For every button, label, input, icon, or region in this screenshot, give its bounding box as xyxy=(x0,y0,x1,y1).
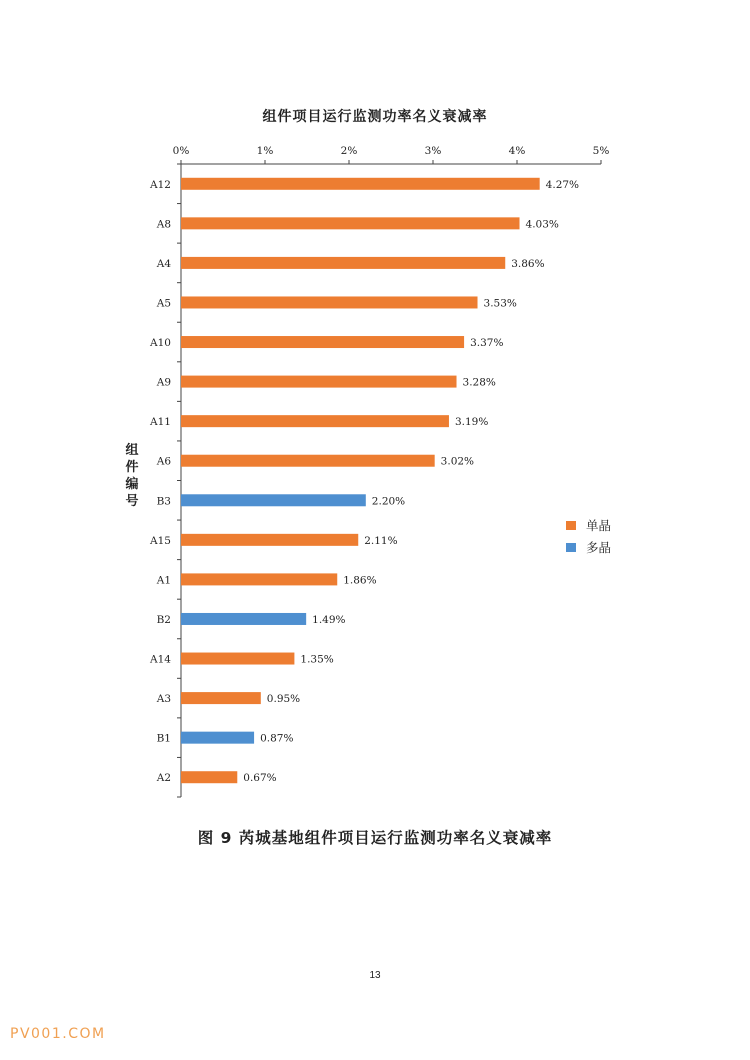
watermark: PV001.COM xyxy=(10,1026,106,1042)
bar xyxy=(181,455,435,467)
data-label: 1.35% xyxy=(300,653,334,666)
bar xyxy=(181,692,261,704)
data-label: 1.86% xyxy=(343,574,377,587)
bar xyxy=(181,415,449,427)
y-tick-label: B2 xyxy=(156,613,171,626)
data-label: 1.49% xyxy=(312,613,346,626)
y-tick-label: B3 xyxy=(156,495,171,508)
data-label: 0.87% xyxy=(260,732,294,745)
y-tick-label: A9 xyxy=(156,376,171,389)
data-label: 0.95% xyxy=(266,693,301,706)
y-tick-label: A11 xyxy=(150,416,171,429)
y-tick-label: A4 xyxy=(156,257,171,270)
bar xyxy=(181,336,464,348)
legend-item-mono xyxy=(566,514,611,536)
data-label: 0.67% xyxy=(243,772,277,785)
y-tick-label: A6 xyxy=(156,455,171,468)
x-tick-label: 0% xyxy=(172,145,190,157)
bar xyxy=(181,613,306,625)
bar xyxy=(181,376,457,388)
data-label: 3.86% xyxy=(511,257,545,270)
page-number: 13 xyxy=(369,970,381,981)
legend-swatch-mono xyxy=(566,521,576,530)
bar xyxy=(181,573,337,585)
legend-swatch-poly xyxy=(566,543,576,552)
y-tick-label: A8 xyxy=(156,218,171,231)
x-tick-label: 5% xyxy=(592,145,610,157)
bar xyxy=(181,296,478,308)
bar xyxy=(181,771,237,783)
legend xyxy=(566,514,611,558)
figure-caption: 图 9 芮城基地组件项目运行监测功率名义衰减率 xyxy=(197,829,553,847)
data-label: 2.20% xyxy=(371,495,406,508)
y-tick-label: A1 xyxy=(156,574,171,587)
chart-title: 组件项目运行监测功率名义衰减率 xyxy=(262,109,488,125)
legend-label-poly: 多晶 xyxy=(586,540,612,555)
bar xyxy=(181,653,294,665)
x-tick-label: 1% xyxy=(256,145,274,157)
legend-label-mono: 单晶 xyxy=(586,518,612,533)
data-label: 3.02% xyxy=(440,455,475,468)
x-tick-label: 2% xyxy=(340,145,358,157)
data-label: 3.19% xyxy=(454,416,489,429)
data-label: 4.03% xyxy=(525,218,559,231)
data-label: 3.37% xyxy=(470,337,504,350)
x-tick-label: 3% xyxy=(424,145,442,157)
y-tick-label: B1 xyxy=(156,732,171,745)
y-tick-label: A12 xyxy=(150,178,171,191)
y-axis-label-char: 号 xyxy=(125,494,139,509)
y-axis-label-char: 编 xyxy=(125,477,139,492)
x-tick-label: 4% xyxy=(508,145,526,157)
legend-item-poly xyxy=(566,536,611,558)
y-tick-label: A2 xyxy=(156,772,171,785)
y-tick-label: A10 xyxy=(150,337,171,350)
y-tick-label: A5 xyxy=(156,297,171,310)
bar xyxy=(181,217,520,229)
data-label: 3.28% xyxy=(462,376,496,389)
data-label: 2.11% xyxy=(364,534,398,547)
y-tick-label: A14 xyxy=(150,653,171,666)
bar xyxy=(181,732,254,744)
y-tick-label: A3 xyxy=(156,693,171,706)
y-axis-label-char: 件 xyxy=(125,460,139,475)
bar xyxy=(181,534,358,546)
y-tick-label: A15 xyxy=(150,534,171,547)
bar xyxy=(181,257,505,269)
bar xyxy=(181,178,540,190)
data-label: 4.27% xyxy=(545,178,580,191)
y-axis-label-char: 组 xyxy=(125,443,139,458)
bar xyxy=(181,494,366,506)
data-label: 3.53% xyxy=(483,297,517,310)
